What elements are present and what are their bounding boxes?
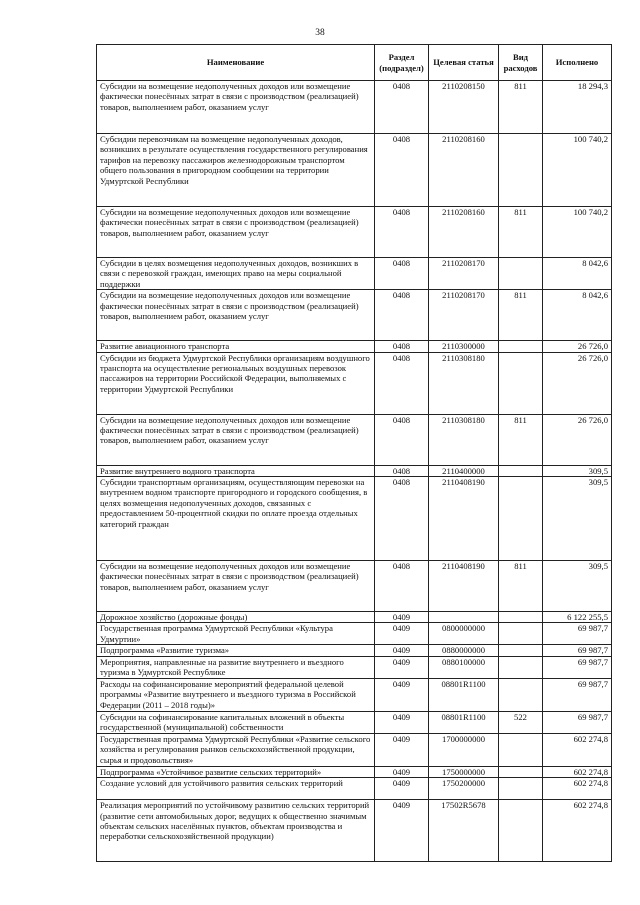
- cell-kind: 811: [499, 290, 543, 341]
- expenditure-table: [96, 44, 612, 862]
- cell-name: Мероприятия, направленные на развитие внутреннего и въездного туризма в Удмуртской Республике: [97, 656, 375, 678]
- cell-article: 2110308180: [429, 352, 499, 414]
- cell-name: Реализация мероприятий по устойчивому развитию сельских территорий (развитие сети автомобильных дорог, ведущих к общественно значимым объектам сельских населённых пунктов, объектам производства и переработки сельскохозяйственной продукции): [97, 800, 375, 862]
- cell-section: 0409: [375, 733, 429, 766]
- cell-section: 0408: [375, 134, 429, 207]
- cell-section: 0408: [375, 81, 429, 134]
- table-row: [97, 134, 612, 207]
- cell-article: 2110208170: [429, 290, 499, 341]
- cell-kind: 811: [499, 561, 543, 612]
- table-row: [97, 258, 612, 290]
- cell-section: 0409: [375, 678, 429, 711]
- cell-section: 0409: [375, 623, 429, 645]
- cell-article: 2110408190: [429, 477, 499, 561]
- cell-amount: 8 042,6: [543, 258, 612, 290]
- cell-kind: [499, 341, 543, 352]
- cell-name: Государственная программа Удмуртской Республики «Культура Удмуртии»: [97, 623, 375, 645]
- cell-amount: 26 726,0: [543, 352, 612, 414]
- cell-name: Субсидии из бюджета Удмуртской Республики организациям воздушного транспорта на осуществление региональных воздушных перевозок пассажиров на территории Российской Федерации, выполняемых с территории Удмуртской Республики: [97, 352, 375, 414]
- cell-amount: 602 274,8: [543, 778, 612, 800]
- cell-kind: [499, 733, 543, 766]
- table-row: [97, 477, 612, 561]
- cell-name: Подпрограмма «Устойчивое развитие сельских территорий»: [97, 766, 375, 777]
- cell-name: Субсидии на возмещение недополученных доходов или возмещение фактически понесённых затрат в связи с производством (реализацией) товаров, выполнением работ, оказанием услуг: [97, 81, 375, 134]
- cell-kind: [499, 678, 543, 711]
- cell-amount: 69 987,7: [543, 645, 612, 656]
- cell-name: Субсидии на возмещение недополученных доходов или возмещение фактически понесённых затрат в связи с производством (реализацией) товаров, выполнением работ, оказанием услуг: [97, 561, 375, 612]
- cell-article: 2110208160: [429, 134, 499, 207]
- cell-article: 08801R1100: [429, 678, 499, 711]
- cell-amount: 69 987,7: [543, 678, 612, 711]
- cell-article: 1750000000: [429, 766, 499, 777]
- cell-article: 2110300000: [429, 341, 499, 352]
- cell-section: 0408: [375, 352, 429, 414]
- table-row: [97, 341, 612, 352]
- table-header-row: [97, 45, 612, 81]
- table-row: [97, 645, 612, 656]
- cell-article: 2110408190: [429, 561, 499, 612]
- cell-article: [429, 612, 499, 623]
- cell-amount: 602 274,8: [543, 733, 612, 766]
- cell-kind: 811: [499, 81, 543, 134]
- cell-name: Субсидии на возмещение недополученных доходов или возмещение фактически понесённых затрат в связи с производством (реализацией) товаров, выполнением работ, оказанием услуг: [97, 290, 375, 341]
- cell-kind: [499, 766, 543, 777]
- table-body: [97, 81, 612, 862]
- table-row: [97, 290, 612, 341]
- cell-name: Развитие внутреннего водного транспорта: [97, 465, 375, 476]
- cell-amount: 26 726,0: [543, 341, 612, 352]
- cell-article: 17502R5678: [429, 800, 499, 862]
- cell-section: 0409: [375, 800, 429, 862]
- cell-section: 0409: [375, 778, 429, 800]
- cell-kind: [499, 623, 543, 645]
- cell-section: 0409: [375, 711, 429, 733]
- cell-kind: [499, 352, 543, 414]
- cell-name: Субсидии на софинансирование капитальных вложений в объекты государственной (муниципальной) собственности: [97, 711, 375, 733]
- table-row: [97, 561, 612, 612]
- cell-section: 0408: [375, 561, 429, 612]
- cell-section: 0409: [375, 612, 429, 623]
- header-kind: Вид расходов: [499, 45, 543, 81]
- table-row: [97, 711, 612, 733]
- cell-amount: 6 122 255,5: [543, 612, 612, 623]
- header-section: Раздел (подраздел): [375, 45, 429, 81]
- cell-kind: 811: [499, 207, 543, 258]
- table-row: [97, 678, 612, 711]
- cell-kind: [499, 612, 543, 623]
- cell-amount: 69 987,7: [543, 711, 612, 733]
- cell-name: Расходы на софинансирование мероприятий федеральной целевой программы «Развитие внутреннего и въездного туризма в Российской Федерации (2011 – 2018 годы)»: [97, 678, 375, 711]
- table-row: [97, 623, 612, 645]
- table-row: [97, 656, 612, 678]
- table-row: [97, 733, 612, 766]
- cell-section: 0408: [375, 414, 429, 465]
- cell-amount: 309,5: [543, 465, 612, 476]
- cell-article: 2110208170: [429, 258, 499, 290]
- cell-name: Субсидии транспортным организациям, осуществляющим перевозки на внутреннем водном транспорте пригородного и городского сообщения, в целях возмещения недополученных доходов, связанных с предоставлением 50-процентной скидки по оплате проезда отдельных категорий граждан: [97, 477, 375, 561]
- cell-section: 0409: [375, 645, 429, 656]
- table-row: [97, 81, 612, 134]
- cell-amount: 309,5: [543, 477, 612, 561]
- cell-section: 0408: [375, 258, 429, 290]
- cell-section: 0408: [375, 477, 429, 561]
- cell-name: Дорожное хозяйство (дорожные фонды): [97, 612, 375, 623]
- cell-kind: 811: [499, 414, 543, 465]
- cell-section: 0408: [375, 290, 429, 341]
- cell-amount: 26 726,0: [543, 414, 612, 465]
- cell-name: Подпрограмма «Развитие туризма»: [97, 645, 375, 656]
- cell-amount: 18 294,3: [543, 81, 612, 134]
- cell-kind: 522: [499, 711, 543, 733]
- page-number: 38: [315, 28, 325, 38]
- cell-article: 2110308180: [429, 414, 499, 465]
- cell-amount: 602 274,8: [543, 766, 612, 777]
- cell-kind: [499, 134, 543, 207]
- table-row: [97, 352, 612, 414]
- cell-amount: 8 042,6: [543, 290, 612, 341]
- header-article: Целевая статья: [429, 45, 499, 81]
- cell-section: 0408: [375, 207, 429, 258]
- cell-amount: 309,5: [543, 561, 612, 612]
- cell-article: 0880000000: [429, 645, 499, 656]
- header-amount: Исполнено: [543, 45, 612, 81]
- cell-name: Создание условий для устойчивого развития сельских территорий: [97, 778, 375, 800]
- cell-amount: 69 987,7: [543, 656, 612, 678]
- cell-kind: [499, 800, 543, 862]
- header-name: Наименование: [97, 45, 375, 81]
- cell-section: 0408: [375, 465, 429, 476]
- cell-section: 0409: [375, 766, 429, 777]
- cell-section: 0409: [375, 656, 429, 678]
- cell-amount: 100 740,2: [543, 134, 612, 207]
- table-row: [97, 612, 612, 623]
- cell-article: 08801R1100: [429, 711, 499, 733]
- cell-article: 1750200000: [429, 778, 499, 800]
- cell-name: Государственная программа Удмуртской Республики «Развитие сельского хозяйства и регулирования рынков сельскохозяйственной продукции, сырья и продовольствия»: [97, 733, 375, 766]
- table-row: [97, 766, 612, 777]
- cell-article: 2110208160: [429, 207, 499, 258]
- cell-kind: [499, 656, 543, 678]
- cell-kind: [499, 778, 543, 800]
- cell-name: Субсидии на возмещение недополученных доходов или возмещение фактически понесённых затрат в связи с производством (реализацией) товаров, выполнением работ, оказанием услуг: [97, 414, 375, 465]
- cell-article: 2110400000: [429, 465, 499, 476]
- table-row: [97, 414, 612, 465]
- cell-section: 0408: [375, 341, 429, 352]
- cell-kind: [499, 645, 543, 656]
- cell-kind: [499, 258, 543, 290]
- cell-name: Развитие авиационного транспорта: [97, 341, 375, 352]
- cell-article: 2110208150: [429, 81, 499, 134]
- cell-amount: 602 274,8: [543, 800, 612, 862]
- cell-amount: 100 740,2: [543, 207, 612, 258]
- cell-article: 1700000000: [429, 733, 499, 766]
- table-row: [97, 800, 612, 862]
- table-row: [97, 465, 612, 476]
- cell-name: Субсидии в целях возмещения недополученных доходов, возникших в связи с перевозкой граждан, имеющих право на меры социальной поддержки: [97, 258, 375, 290]
- cell-name: Субсидии на возмещение недополученных доходов или возмещение фактически понесённых затрат в связи с производством (реализацией) товаров, выполнением работ, оказанием услуг: [97, 207, 375, 258]
- cell-kind: [499, 465, 543, 476]
- table-row: [97, 778, 612, 800]
- cell-amount: 69 987,7: [543, 623, 612, 645]
- table-row: [97, 207, 612, 258]
- cell-article: 0800000000: [429, 623, 499, 645]
- cell-article: 0880100000: [429, 656, 499, 678]
- cell-name: Субсидии перевозчикам на возмещение недополученных доходов, возникших в результате осуществления государственного регулирования тарифов на перевозку пассажиров железнодорожным транспортом общего пользования в пригородном сообщении на территории Удмуртской Республики: [97, 134, 375, 207]
- cell-kind: [499, 477, 543, 561]
